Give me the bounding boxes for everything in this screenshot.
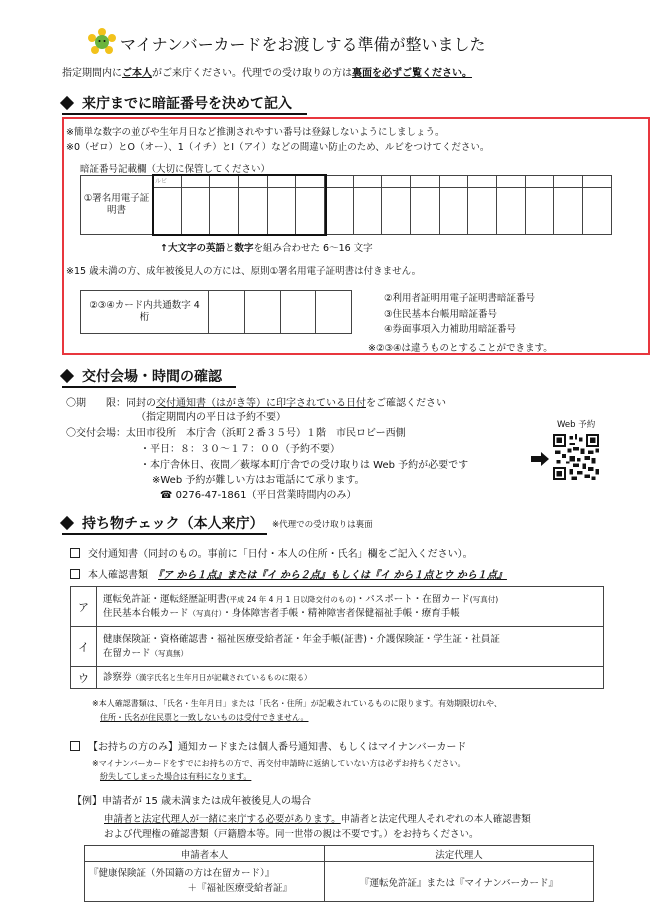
section-heading-venue: 交付会場・時間の確認 (62, 366, 236, 386)
list-item: ②利用者証明用電子証明書暗証番号 (384, 293, 536, 304)
pin-digit-cell[interactable] (353, 188, 382, 235)
arrow-right-icon (531, 452, 549, 466)
pin-note-1: ※簡単な数字の並びや生年月日など推測されやすい番号は登録しないようにしましょう。 (66, 127, 445, 138)
table-cell: 『運転免許証』または『マイナンバーカード』 (325, 862, 594, 902)
pin-ruby-cell[interactable] (525, 176, 554, 188)
id-documents-table (70, 586, 604, 689)
table-row (71, 587, 604, 627)
ruby-label: ルビ (153, 176, 182, 188)
pin-grid-common (80, 290, 352, 334)
pin-digit-cell[interactable] (525, 188, 554, 235)
pin-note-2: ※0（ゼロ）とO（オー）、1（イチ）とI（アイ）などの間違い防止のため、ルビをつけてください。 (66, 142, 490, 153)
table-row (85, 862, 594, 902)
pin-digit-cell[interactable] (382, 188, 411, 235)
pin-digit-cell[interactable] (411, 188, 440, 235)
example-table (84, 845, 594, 902)
checkbox[interactable] (70, 741, 80, 751)
pin-digit-cell[interactable] (209, 291, 245, 334)
checklist-item-id: 本人確認書類 『ア から１点』または『イ から２点』もしくは『イ から１点とウ から１点』 (70, 566, 507, 581)
row-key: ウ (71, 667, 97, 689)
mascot-logo-icon (88, 28, 116, 56)
subtitle: 指定期間内にご本人がご来庁ください。代理での受け取りの方は裏面を必ずご覧ください。 (62, 68, 472, 79)
period-note: （指定期間内の平日は予約不要） (136, 412, 286, 423)
diamond-bullet-icon (60, 96, 74, 110)
pin-digit-cell[interactable] (583, 188, 612, 235)
section-heading-items: 持ち物チェック（本人来庁） (62, 513, 267, 533)
diamond-bullet-icon (60, 516, 74, 530)
checklist-item-card: 【お持ちの方のみ】通知カードまたは個人番号通知書、もしくはマイナンバーカード (70, 738, 466, 753)
row-value: 健康保険証・資格確認書・福祉医療受給者証・年金手帳(証書)・介護保険証・学生証・社員証 在留カード（写真無） (97, 627, 604, 667)
venue-line: 〇交付会場：太田市役所 本庁舎（浜町２番３５号）１階 市民ロビー西側 (66, 428, 406, 439)
phone-icon: ☎ (160, 490, 173, 501)
pin-type-list (384, 291, 535, 338)
list-item: ④券面事項入力補助用暗証番号 (384, 324, 517, 336)
pin-ruby-cell[interactable] (439, 176, 468, 188)
table-cell: 『健康保険証（外国籍の方は在留カード）』 ＋『福祉医療受給者証』 (85, 862, 325, 902)
weekday-hours: ・平日：８：３０～１７：００（予約不要） (140, 444, 340, 455)
web-reservation-label: Web 予約 (557, 420, 596, 430)
period-line: 〇期 限：同封の交付通知書（はがき等）に印字されている日付をご確認ください (66, 398, 446, 409)
table-row (71, 627, 604, 667)
pin-digit-cell[interactable] (325, 188, 354, 235)
pin-ruby-cell[interactable] (325, 176, 354, 188)
card-note-1: ※マイナンバーカードをすでにお持ちの方で、再交付申請時に返納していない方は必ずお持ちください。 (92, 759, 466, 768)
checkbox[interactable] (70, 569, 80, 579)
pin-digit-cell[interactable] (280, 291, 316, 334)
example-text-2: および代理権の確認書類（戸籍謄本等。同一世帯の親は不要です。）をお持ちください。 (104, 829, 479, 840)
row-label-common: ②③④カード内共通数字 4 桁 (81, 291, 209, 334)
row-key: ア (71, 587, 97, 627)
holiday-note: ・本庁舎休日、夜間／薮塚本町庁舎での受け取りは Web 予約が必要です (140, 460, 469, 471)
checkbox[interactable] (70, 548, 80, 558)
card-note-2: 紛失してしまった場合は有料になります。 (100, 772, 252, 781)
pin-digit-cell[interactable] (316, 291, 352, 334)
table-row (85, 846, 594, 862)
pin-ruby-cell[interactable] (468, 176, 497, 188)
items-heading-note: ※代理での受け取りは裏面 (272, 520, 373, 530)
pin-ruby-cell[interactable] (382, 176, 411, 188)
column-header: 申請者本人 (85, 846, 325, 862)
list-item: ③住民基本台帳用暗証番号 (384, 308, 498, 320)
pin-ruby-cell[interactable] (411, 176, 440, 188)
pin-digit-cell[interactable] (439, 188, 468, 235)
pin-field-label: 暗証番号記載欄（大切に保管してください） (80, 164, 271, 175)
row-label-signature: ①署名用電子証明書 (81, 176, 153, 235)
pin-ruby-cell[interactable] (497, 176, 526, 188)
qr-code-icon[interactable] (553, 434, 599, 480)
pin-ruby-cell[interactable] (353, 176, 382, 188)
page-title: マイナンバーカードをお渡しする準備が整いました (120, 35, 486, 54)
id-note-2: 住所・氏名が住民票と一致しないものは受付できません。 (100, 713, 309, 722)
pin-note-3: ※②③④は違うものとすることができます。 (368, 343, 553, 354)
table-row (71, 667, 604, 689)
web-note: ※Web 予約が難しい方はお電話にて承ります。 (152, 475, 365, 486)
pin-digit-cell[interactable] (244, 291, 280, 334)
section-heading-pin: 来庁までに暗証番号を決めて記入 (62, 93, 307, 113)
column-header: 法定代理人 (325, 846, 594, 862)
pin-digit-cell[interactable] (554, 188, 583, 235)
pin-digit-cell[interactable] (468, 188, 497, 235)
checklist-item-notice: 交付通知書（同封のもの。事前に「日付・本人の住所・氏名」欄をご記入ください）。 (70, 545, 473, 560)
example-text-1: 申請者と法定代理人が一緒に来庁する必要があります。申請者と法定代理人それぞれの本人確認書類 (104, 814, 531, 825)
example-title: 【例】申請者が 15 歳未満または成年被後見人の場合 (72, 796, 312, 807)
pin-digit-cell[interactable] (497, 188, 526, 235)
row-value: 診察券（漢字氏名と生年月日が記載されているものに限る） (97, 667, 604, 689)
pin-hint: ↑大文字の英語と数字を組み合わせた 6～16 文字 (160, 243, 373, 254)
minimum-length-marker (152, 174, 327, 236)
phone-line: ☎ 0276-47-1861（平日営業時間内のみ） (160, 490, 357, 501)
diamond-bullet-icon (60, 369, 74, 383)
row-value: 運転免許証・運転経歴証明書(平成 24 年 4 月 1 日以降交付のもの)・パスポート・在留カード(写真付) 住民基本台帳カード（写真付）・身体障害者手帳・精神障害者保健福祉手帳・療育手帳 (97, 587, 604, 627)
id-note-1: ※本人確認書類は、「氏名・生年月日」または「氏名・住所」が記載されているものに限ります。有効期限切れや、 (92, 699, 502, 708)
under-15-note: ※15 歳未満の方、成年被後見人の方には、原則①署名用電子証明書は付きません。 (66, 266, 422, 277)
row-key: イ (71, 627, 97, 667)
pin-ruby-cell[interactable] (554, 176, 583, 188)
pin-ruby-cell[interactable] (583, 176, 612, 188)
